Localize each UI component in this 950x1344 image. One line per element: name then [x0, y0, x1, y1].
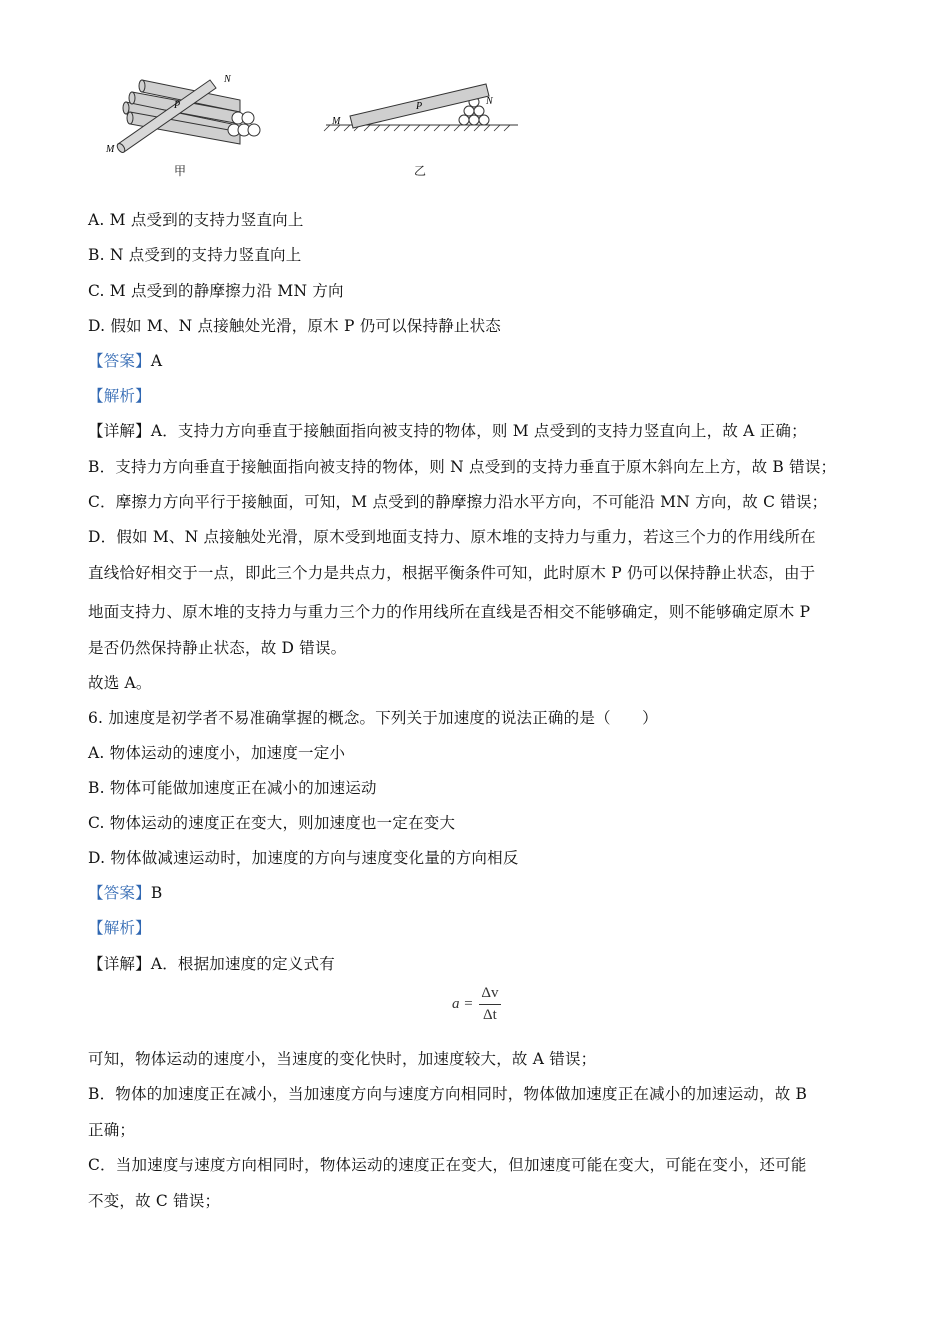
- answer-tag: 【答案】: [88, 884, 151, 902]
- q6-detail-line-5: C．当加速度与速度方向相同时，物体运动的速度正在变大，但加速度可能在变大，可能在变小，还可能: [88, 1156, 807, 1174]
- q6-option-c: C. 物体运动的速度正在变大，则加速度也一定在变大: [88, 814, 456, 832]
- q5-analysis-tag: 【解析】: [88, 387, 151, 405]
- q6-answer: [88, 883, 162, 903]
- q6-detail-line-2: 可知，物体运动的速度小，当速度的变化快时，加速度较大，故 A 错误；: [88, 1050, 597, 1068]
- log-pile-diagram: [100, 68, 540, 183]
- q6-option-b: B. 物体可能做加速度正在减小的加速运动: [88, 779, 377, 797]
- answer-tag: 【答案】: [88, 352, 151, 370]
- q6-detail-line-4: 正确；: [88, 1121, 136, 1139]
- detail-text: A．根据加速度的定义式有: [150, 955, 335, 973]
- formula-lhs: a =: [452, 996, 474, 1012]
- detail-tag: 【详解】: [88, 955, 151, 973]
- formula-numerator: Δv: [479, 985, 500, 1005]
- q6-analysis-tag: 【解析】: [88, 919, 151, 937]
- q5-detail-line-6: 地面支持力、原木堆的支持力与重力三个力的作用线所在直线是否相交不能够确定，则不能够确定原木 P: [88, 603, 811, 621]
- detail-text: A．支持力方向垂直于接触面指向被支持的物体，则 M 点受到的支持力竖直向上，故 A 正确；: [150, 422, 807, 440]
- caption-yi: 乙: [414, 164, 427, 178]
- log-figures: [100, 68, 540, 183]
- label-m-yi: M: [332, 116, 341, 127]
- answer-value: A: [150, 352, 163, 370]
- formula-denominator: Δt: [483, 1007, 497, 1023]
- q6-option-a: A. 物体运动的速度小，加速度一定小: [88, 744, 346, 762]
- q5-detail-line-5: 直线恰好相交于一点，即此三个力是共点力，根据平衡条件可知，此时原木 P 仍可以保持静止状态，由于: [88, 564, 816, 582]
- q5-option-a: A. M 点受到的支持力竖直向上: [88, 211, 304, 229]
- label-p-jia: P: [174, 100, 181, 111]
- q5-detail-line-3: C．摩擦力方向平行于接触面，可知，M 点受到的静摩擦力沿水平方向，不可能沿 MN 方向，故 C 错误；: [88, 493, 828, 511]
- label-n-jia: N: [224, 74, 231, 85]
- q5-answer: [88, 351, 162, 371]
- q6-detail-line-3: B．物体的加速度正在减小，当加速度方向与速度方向相同时，物体做加速度正在减小的加速运动，故 B: [88, 1085, 808, 1103]
- q5-option-d: D. 假如 M、N 点接触处光滑，原木 P 仍可以保持静止状态: [88, 317, 502, 335]
- q6-detail-line-6: 不变，故 C 错误；: [88, 1192, 221, 1210]
- q5-detail-line-2: B．支持力方向垂直于接触面指向被支持的物体，则 N 点受到的支持力垂直于原木斜向左上方，故 B 错误；: [88, 458, 837, 476]
- caption-jia: 甲: [174, 164, 187, 178]
- q5-detail-line-1: [88, 421, 807, 441]
- label-n-yi: N: [486, 96, 493, 107]
- label-p-yi: P: [416, 101, 423, 112]
- q5-option-b: B. N 点受到的支持力竖直向上: [88, 246, 302, 264]
- q6-detail-line-1: [88, 954, 335, 974]
- q5-conclusion: 故选 A。: [88, 674, 152, 692]
- answer-value: B: [150, 884, 163, 902]
- q6-option-d: D. 物体做减速运动时，加速度的方向与速度变化量的方向相反: [88, 849, 519, 867]
- q6-question: 6. 加速度是初学者不易准确掌握的概念。下列关于加速度的说法正确的是（ ）: [88, 709, 658, 727]
- q5-option-c: C. M 点受到的静摩擦力沿 MN 方向: [88, 282, 344, 300]
- q5-detail-line-7: 是否仍然保持静止状态，故 D 错误。: [88, 639, 347, 657]
- log-pile-jia: [116, 80, 260, 154]
- formula-fraction: [479, 985, 500, 1024]
- q5-detail-line-4: D．假如 M、N 点接触处光滑，原木受到地面支持力、原木堆的支持力与重力，若这三个力的作用线所在: [88, 528, 816, 546]
- acceleration-formula: [452, 985, 501, 1024]
- detail-tag: 【详解】: [88, 422, 151, 440]
- label-m-jia: M: [106, 144, 115, 155]
